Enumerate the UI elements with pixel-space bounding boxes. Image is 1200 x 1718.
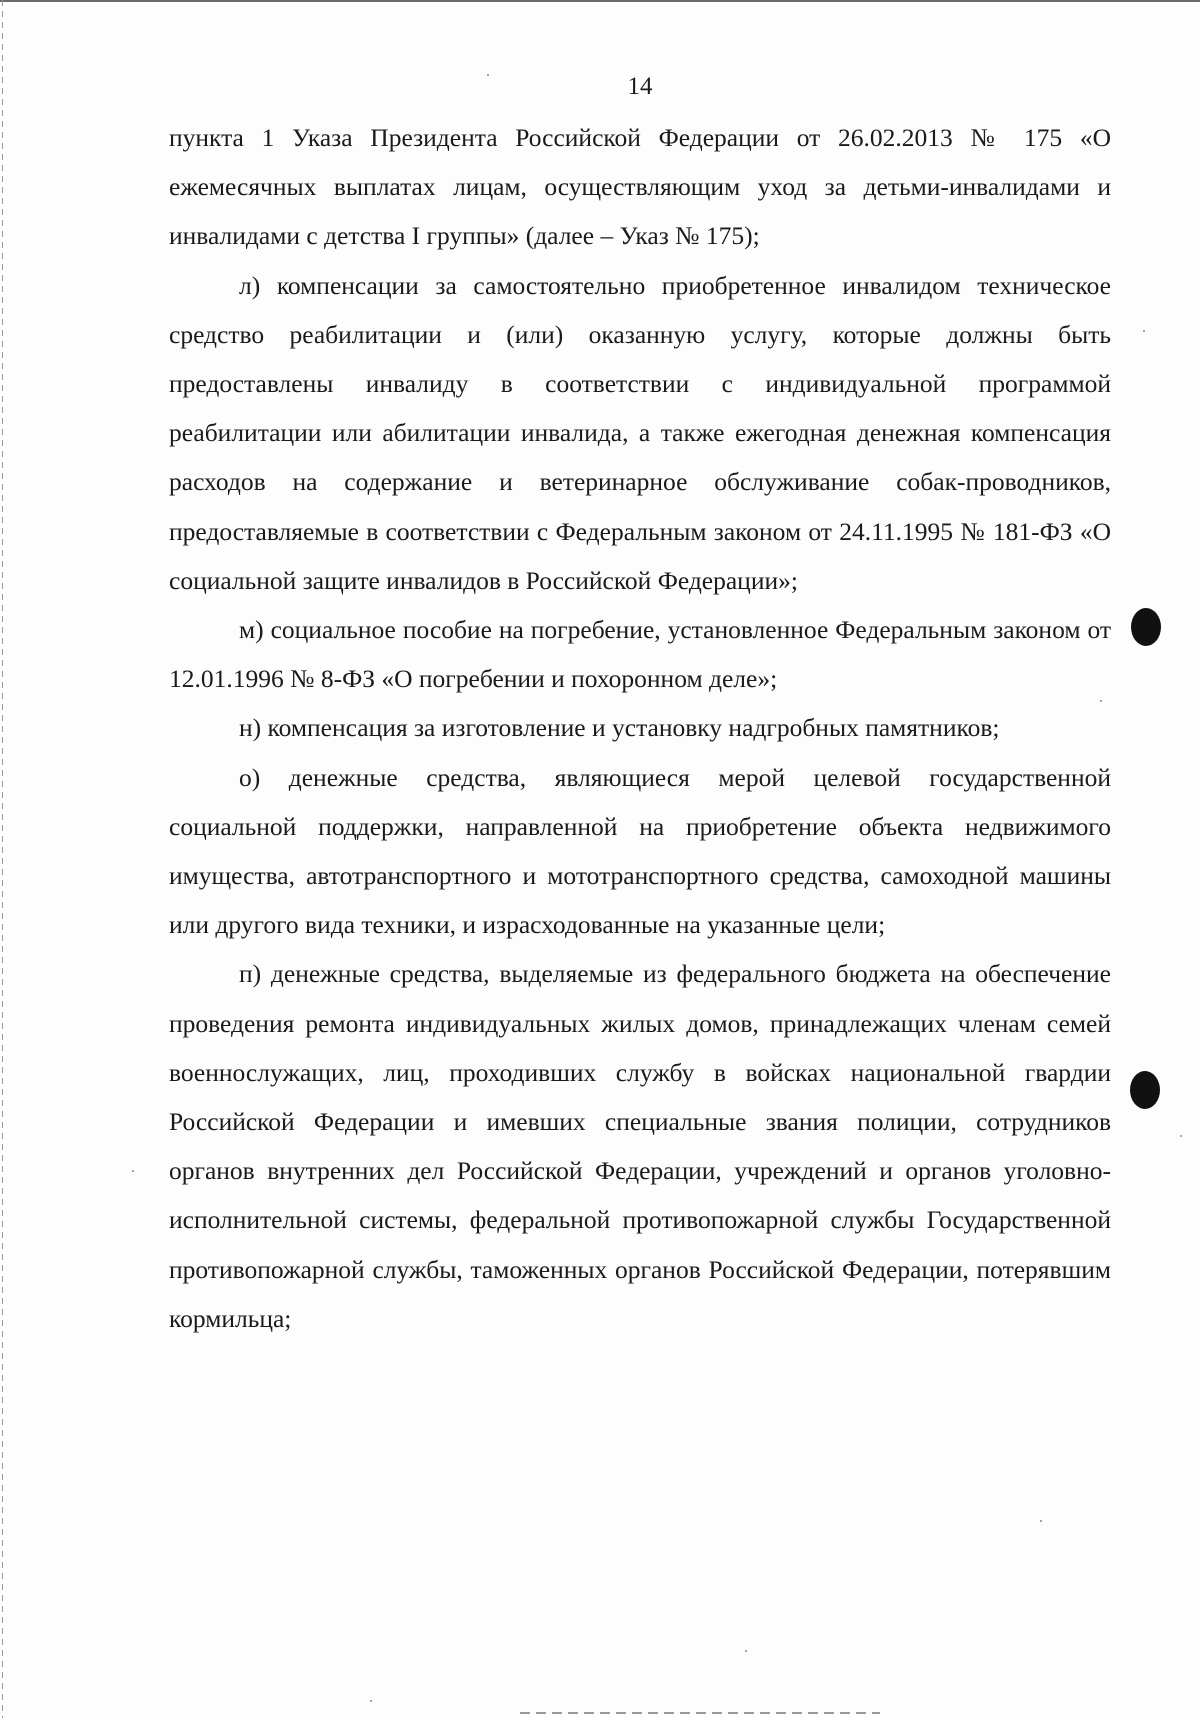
page-number: 14 <box>627 73 653 100</box>
punch-hole-lower <box>1130 1071 1160 1109</box>
scan-left-edge <box>2 0 3 1718</box>
paragraph-item-o: о) денежные средства, являющиеся мерой целевой государственной социальной поддержки, направленной на приобретение объекта недвижимого имущества, автотранспортного и мототранспортного средства, самоходной машины или другого вида техники, и израсходованные на указанные цели; <box>169 762 1111 940</box>
scan-speck <box>132 1170 134 1172</box>
paragraph-continuation: пункта 1 Указа Президента Российской Федерации от 26.02.2013 № 175 «О ежемесячных выплатах лицам, осуществляющим уход за детьми-инвалидами и инвалидами с детства I группы» (далее – Указ № 175); <box>169 123 1111 251</box>
scan-speck <box>1040 1520 1042 1522</box>
paragraph-item-l: л) компенсации за самостоятельно приобретенное инвалидом техническое средство реабилитации и (или) оказанную услугу, которые должны быть предоставлены инвалиду в соответствии с индивидуальной программой реабилитации или абилитации инвалида, а также ежегодная денежная компенсация расходов на содержание и ветеринарное обслуживание собак-проводников, предоставляемые в соответствии с Федеральным законом от 24.11.1995 № 181-ФЗ «О социальной защите инвалидов в Российской Федерации»; <box>169 270 1111 595</box>
scan-speck <box>487 74 489 76</box>
paragraph-item-p: п) денежные средства, выделяемые из федерального бюджета на обеспечение проведения ремонта индивидуальных жилых домов, принадлежащих членам семей военнослужащих, лиц, проходивших службу в войсках национальной гвардии Российской Федерации и имевших специальные звания полиции, сотрудников органов внутренних дел Российской Федерации, учреждений и органов уголовно-исполнительной системы, федеральной противопожарной службы Государственной противопожарной службы, таможенных органов Российской Федерации, потерявшим кормильца; <box>169 959 1111 1333</box>
scan-speck <box>745 1650 747 1652</box>
paragraph-item-n: н) компенсация за изготовление и установку надгробных памятников; <box>239 713 1000 743</box>
paragraph-item-m: м) социальное пособие на погребение, установленное Федеральным законом от 12.01.1996 № 8-ФЗ «О погребении и похоронном деле»; <box>169 615 1111 694</box>
document-body <box>169 113 1111 1343</box>
scan-top-edge <box>0 0 1200 2</box>
scan-speck <box>370 1700 372 1702</box>
scan-bottom-edge <box>520 1712 880 1714</box>
scan-speck <box>1180 1135 1182 1137</box>
scan-speck <box>1143 330 1145 332</box>
punch-hole-upper <box>1131 608 1161 646</box>
scan-speck <box>1100 700 1102 702</box>
